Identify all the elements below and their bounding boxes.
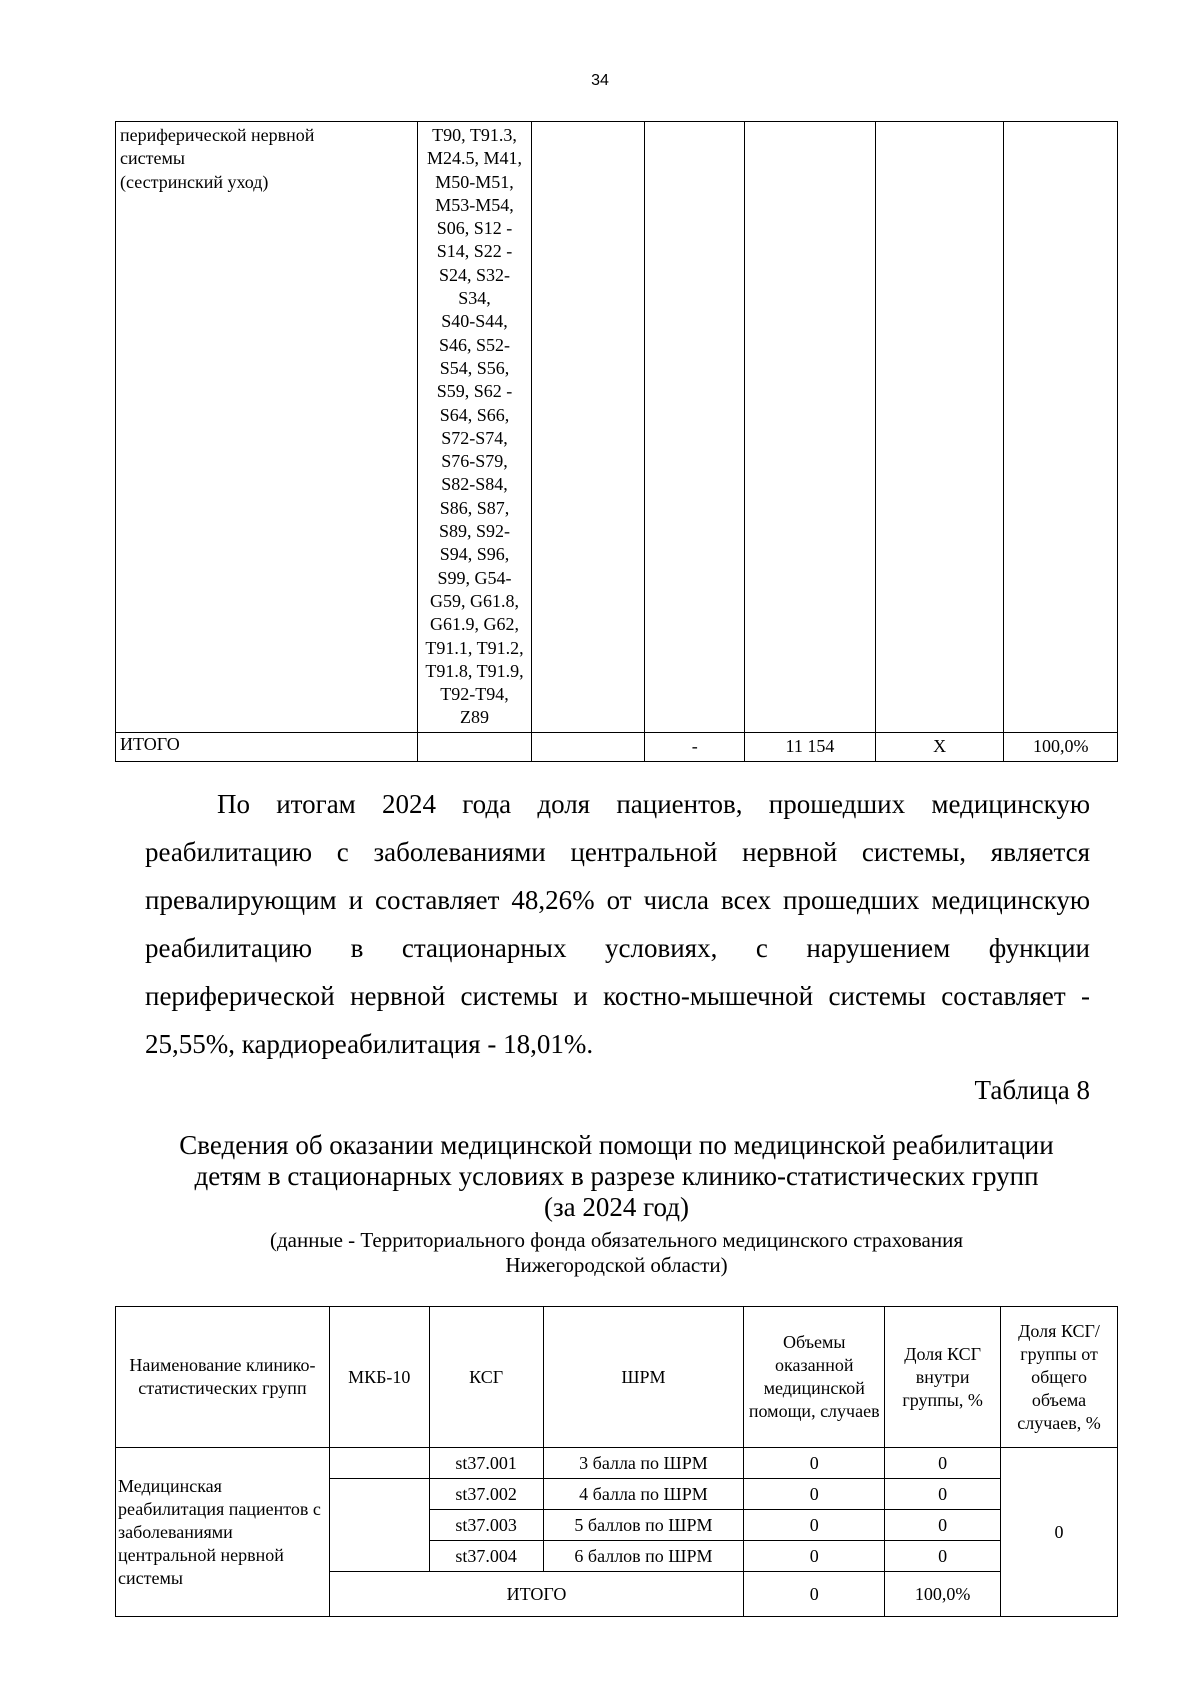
header-volume: Объемы оказанной медицинской помощи, случаев — [744, 1307, 885, 1448]
total-share: 100,0% — [1004, 732, 1118, 761]
group-share-total: 0 — [1001, 1448, 1118, 1617]
paragraph-line: По итогам 2024 года доля пациентов, прошедших медицинскую — [217, 789, 1090, 819]
group-name-line: периферической нервной — [120, 125, 315, 145]
mkb-cell — [329, 1479, 429, 1572]
total-share: 100,0% — [885, 1572, 1001, 1617]
empty-cell — [531, 122, 645, 733]
table-number: Таблица 8 — [974, 1075, 1090, 1105]
total-label: ИТОГО — [329, 1572, 743, 1617]
group-name-line: системы — [120, 148, 185, 169]
table-8 — [115, 1306, 1118, 1617]
empty-cell — [418, 732, 532, 761]
paragraph-line: периферической нервной системы и костно-мышечной системы составляет - — [145, 981, 1090, 1011]
table-7-continuation — [115, 121, 1118, 762]
total-cases: 11 154 — [745, 732, 876, 761]
paragraph-line: реабилитацию с заболеваниями центральной нервной системы, является — [145, 837, 1090, 867]
share-cell: 0 — [885, 1448, 1001, 1479]
share-cell: 0 — [885, 1510, 1001, 1541]
table-note-line: (данные - Территориального фонда обязательного медицинского страхования — [269, 1228, 964, 1252]
shrm-cell: 5 баллов по ШРМ — [543, 1510, 744, 1541]
share-cell: 0 — [885, 1479, 1001, 1510]
shrm-cell: 3 балла по ШРМ — [543, 1448, 744, 1479]
group-name-cell — [116, 122, 418, 733]
empty-cell — [875, 122, 1004, 733]
header-ksg: КСГ — [429, 1307, 543, 1448]
paragraph-line: 25,55%, кардиореабилитация - 18,01%. — [145, 1029, 594, 1059]
table-total-row — [116, 732, 1118, 761]
share-cell: 0 — [885, 1541, 1001, 1572]
paragraph-line: превалирующим и составляет 48,26% от числа всех прошедших медицинскую — [145, 885, 1090, 915]
empty-cell — [1004, 122, 1118, 733]
table-source-note — [115, 1228, 1118, 1278]
volume-cell: 0 — [744, 1541, 885, 1572]
header-share-total: Доля КСГ/группы от общего объема случаев, % — [1001, 1307, 1118, 1448]
header-group: Наименование клинико-статистических групп — [116, 1307, 330, 1448]
table-title-line: детям в стационарных условиях в разрезе клинико-статистических групп — [194, 1161, 1039, 1191]
table-title — [115, 1130, 1118, 1223]
total-label: ИТОГО — [116, 732, 418, 761]
mkb-codes-cell: T90, T91.3, M24.5, M41, M50-M51, M53-M54, S06, S12 - S14, S22 - S24, S32- S34, S40-S44, S46, S52- S54, S56, S59, S62 - S64, S66, S72-S74, S76-S79, S82-S84, S86, S87, S89, S92- S94, S96, S99, G54- G59, G61.8, G61.9, G62, T91.1, T91.2, T91.8, T91.9, T92-T94, Z89 — [418, 122, 532, 733]
total-c6: X — [875, 732, 1004, 761]
group-name-line: (сестринский уход) — [120, 171, 269, 192]
table-row — [116, 122, 1118, 733]
page-number: 34 — [591, 72, 609, 89]
header-share-in-group: Доля КСГ внутри группы, % — [885, 1307, 1001, 1448]
ksg-cell: st37.001 — [429, 1448, 543, 1479]
header-shrm: ШРМ — [543, 1307, 744, 1448]
shrm-cell: 4 балла по ШРМ — [543, 1479, 744, 1510]
volume-cell: 0 — [744, 1479, 885, 1510]
header-mkb: МКБ-10 — [329, 1307, 429, 1448]
table-header-row — [116, 1307, 1118, 1448]
summary-paragraph — [145, 780, 1090, 1068]
empty-cell — [531, 732, 645, 761]
volume-cell: 0 — [744, 1448, 885, 1479]
ksg-cell: st37.002 — [429, 1479, 543, 1510]
empty-cell — [645, 122, 745, 733]
table-note-line: Нижегородской области) — [505, 1253, 728, 1277]
table-title-line: (за 2024 год) — [544, 1192, 689, 1222]
mkb-cell — [329, 1448, 429, 1479]
total-volume: 0 — [744, 1572, 885, 1617]
total-c4: - — [645, 732, 745, 761]
table-row — [116, 1448, 1118, 1479]
ksg-cell: st37.004 — [429, 1541, 543, 1572]
volume-cell: 0 — [744, 1510, 885, 1541]
ksg-cell: st37.003 — [429, 1510, 543, 1541]
shrm-cell: 6 баллов по ШРМ — [543, 1541, 744, 1572]
table-title-line: Сведения об оказании медицинской помощи по медицинской реабилитации — [179, 1130, 1054, 1160]
empty-cell — [745, 122, 876, 733]
paragraph-line: реабилитацию в стационарных условиях, с нарушением функции — [145, 933, 1090, 963]
group-name: Медицинская реабилитация пациентов с заболеваниями центральной нервной системы — [116, 1448, 330, 1617]
